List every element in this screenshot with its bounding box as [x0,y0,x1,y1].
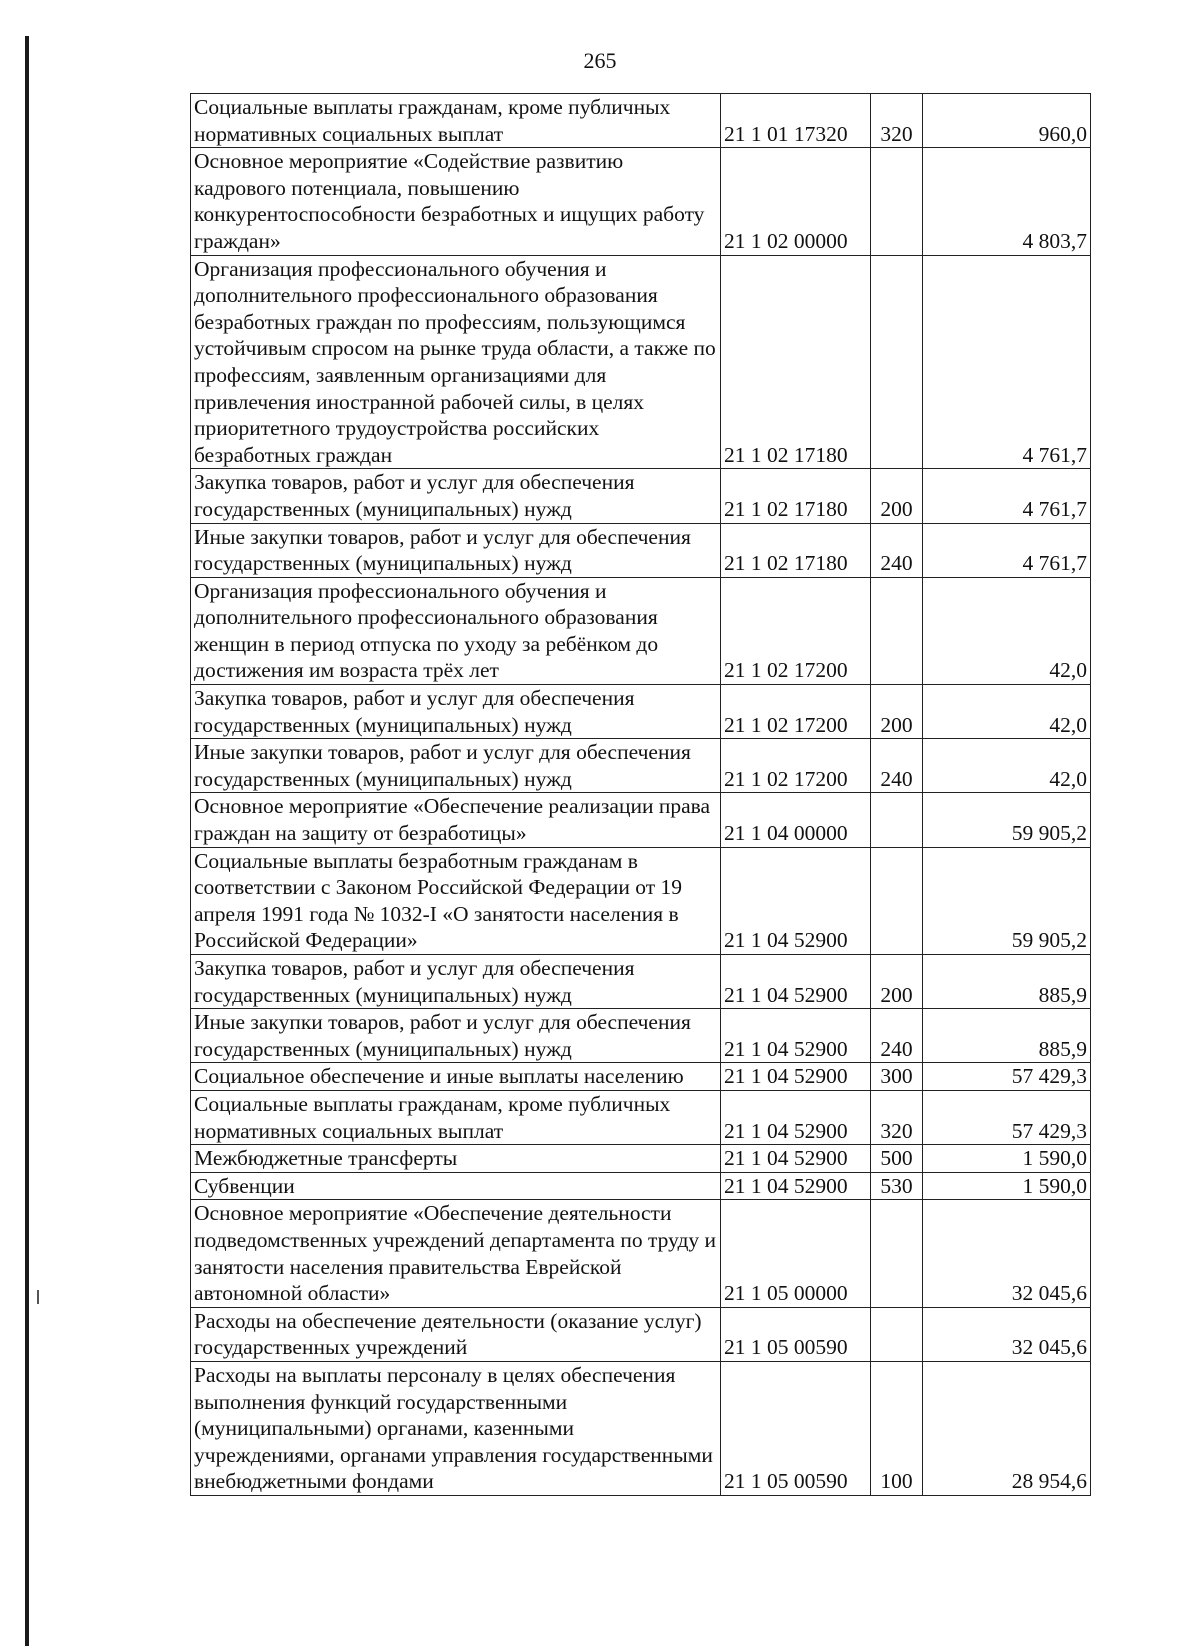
row-code: 21 1 04 52900 [721,847,871,954]
table-row [191,1200,1091,1307]
row-description: Социальные выплаты гражданам, кроме публичных нормативных социальных выплат [191,1090,721,1144]
row-amount: 885,9 [923,1009,1091,1063]
table-row [191,739,1091,793]
row-description: Иные закупки товаров, работ и услуг для обеспечения государственных (муниципальных) нужд [191,739,721,793]
table-row [191,523,1091,577]
row-amount: 57 429,3 [923,1063,1091,1091]
row-expense-type [871,1200,923,1307]
row-description: Иные закупки товаров, работ и услуг для обеспечения государственных (муниципальных) нужд [191,1009,721,1063]
row-code: 21 1 02 17180 [721,255,871,469]
table-row [191,1361,1091,1495]
table-row [191,577,1091,684]
row-expense-type: 240 [871,1009,923,1063]
table-row [191,469,1091,523]
row-description: Субвенции [191,1172,721,1200]
row-amount: 4 803,7 [923,148,1091,255]
row-code: 21 1 04 52900 [721,1090,871,1144]
row-code: 21 1 02 17180 [721,523,871,577]
row-code: 21 1 02 00000 [721,148,871,255]
row-expense-type: 100 [871,1361,923,1495]
scan-edge-line [25,36,29,1646]
row-amount: 885,9 [923,955,1091,1009]
row-code: 21 1 01 17320 [721,94,871,148]
row-code: 21 1 02 17200 [721,577,871,684]
row-expense-type: 200 [871,469,923,523]
table-row [191,255,1091,469]
table-row [191,847,1091,954]
table-row [191,1090,1091,1144]
row-amount: 57 429,3 [923,1090,1091,1144]
row-code: 21 1 02 17200 [721,685,871,739]
row-expense-type: 240 [871,523,923,577]
row-description: Основное мероприятие «Обеспечение реализации права граждан на защиту от безработицы» [191,793,721,847]
row-description: Расходы на обеспечение деятельности (оказание услуг) государственных учреждений [191,1307,721,1361]
table-row [191,1307,1091,1361]
scan-edge-mark [37,1290,39,1304]
row-description: Социальные выплаты гражданам, кроме публичных нормативных социальных выплат [191,94,721,148]
row-description: Социальное обеспечение и иные выплаты населению [191,1063,721,1091]
page-number: 265 [583,48,617,73]
row-code: 21 1 04 52900 [721,1009,871,1063]
row-expense-type: 500 [871,1145,923,1173]
row-code: 21 1 02 17200 [721,739,871,793]
row-expense-type: 300 [871,1063,923,1091]
row-amount: 4 761,7 [923,255,1091,469]
budget-table [190,93,1091,1496]
table-row [191,148,1091,255]
row-expense-type: 200 [871,955,923,1009]
row-description: Основное мероприятие «Обеспечение деятельности подведомственных учреждений департамента по труду и занятости населения правительства Еврейской автономной области» [191,1200,721,1307]
row-expense-type [871,255,923,469]
table-row [191,793,1091,847]
row-amount: 960,0 [923,94,1091,148]
row-description: Межбюджетные трансферты [191,1145,721,1173]
row-code: 21 1 05 00590 [721,1361,871,1495]
row-amount: 1 590,0 [923,1145,1091,1173]
row-code: 21 1 04 52900 [721,1145,871,1173]
row-code: 21 1 04 52900 [721,1063,871,1091]
row-amount: 4 761,7 [923,469,1091,523]
row-expense-type [871,1307,923,1361]
table-row [191,1172,1091,1200]
table-row [191,1009,1091,1063]
row-amount: 28 954,6 [923,1361,1091,1495]
row-expense-type [871,577,923,684]
row-expense-type: 320 [871,94,923,148]
row-description: Расходы на выплаты персоналу в целях обеспечения выполнения функций государственными (муниципальными) органами, казенными учреждениями, органами управления государственными внебюджетными фондами [191,1361,721,1495]
row-description: Закупка товаров, работ и услуг для обеспечения государственных (муниципальных) нужд [191,685,721,739]
row-code: 21 1 02 17180 [721,469,871,523]
row-description: Иные закупки товаров, работ и услуг для обеспечения государственных (муниципальных) нужд [191,523,721,577]
table-row [191,1145,1091,1173]
row-amount: 4 761,7 [923,523,1091,577]
row-expense-type: 240 [871,739,923,793]
row-description: Закупка товаров, работ и услуг для обеспечения государственных (муниципальных) нужд [191,469,721,523]
row-code: 21 1 04 52900 [721,1172,871,1200]
table-row [191,94,1091,148]
table-row [191,685,1091,739]
row-amount: 1 590,0 [923,1172,1091,1200]
row-expense-type [871,847,923,954]
row-expense-type [871,793,923,847]
row-description: Организация профессионального обучения и дополнительного профессионального образования безработных граждан по профессиям, пользующимся устойчивым спросом на рынке труда области, а также по профессиям, заявленным организациями для привлечения иностранной рабочей силы, в целях приоритетного трудоустройства российских безработных граждан [191,255,721,469]
row-amount: 32 045,6 [923,1307,1091,1361]
row-amount: 59 905,2 [923,847,1091,954]
table-row [191,1063,1091,1091]
row-expense-type: 530 [871,1172,923,1200]
row-code: 21 1 04 00000 [721,793,871,847]
table-row [191,955,1091,1009]
row-code: 21 1 04 52900 [721,955,871,1009]
budget-table-body [191,94,1091,1496]
row-description: Основное мероприятие «Содействие развитию кадрового потенциала, повышению конкурентоспособности безработных и ищущих работу граждан» [191,148,721,255]
row-code: 21 1 05 00590 [721,1307,871,1361]
row-amount: 42,0 [923,739,1091,793]
row-amount: 42,0 [923,577,1091,684]
row-expense-type: 200 [871,685,923,739]
row-amount: 59 905,2 [923,793,1091,847]
row-expense-type [871,148,923,255]
row-amount: 42,0 [923,685,1091,739]
row-expense-type: 320 [871,1090,923,1144]
row-description: Социальные выплаты безработным гражданам в соответствии с Законом Российской Федерации от 19 апреля 1991 года № 1032-I «О занятости населения в Российской Федерации» [191,847,721,954]
row-description: Организация профессионального обучения и дополнительного профессионального образования женщин в период отпуска по уходу за ребёнком до достижения им возраста трёх лет [191,577,721,684]
row-amount: 32 045,6 [923,1200,1091,1307]
row-description: Закупка товаров, работ и услуг для обеспечения государственных (муниципальных) нужд [191,955,721,1009]
row-code: 21 1 05 00000 [721,1200,871,1307]
